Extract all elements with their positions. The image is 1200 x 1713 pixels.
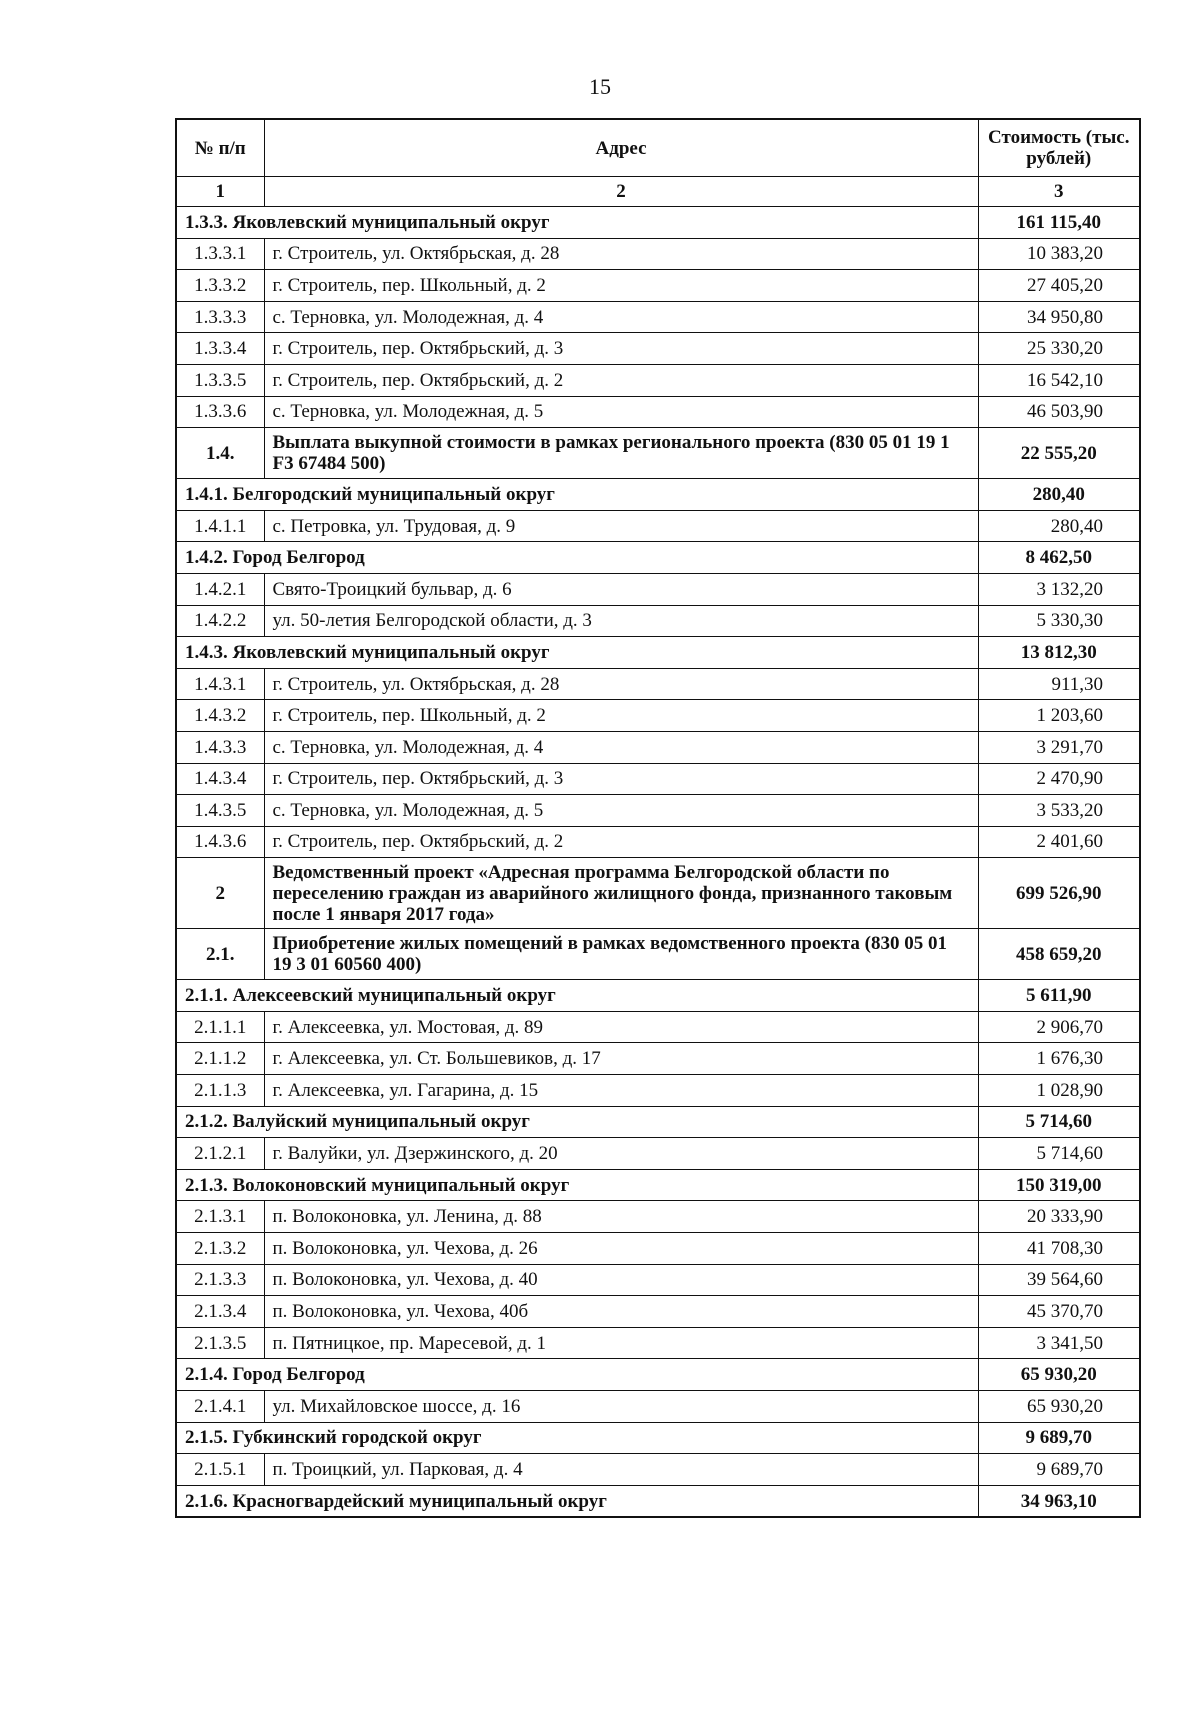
cell-cost: 5 714,60 (978, 1138, 1140, 1170)
cell-address: г. Алексеевка, ул. Мостовая, д. 89 (264, 1011, 978, 1043)
table-row (176, 1454, 1140, 1486)
cell-cost: 458 659,20 (978, 929, 1140, 980)
table-row (176, 573, 1140, 605)
group-row (176, 980, 1140, 1012)
cell-address: г. Строитель, ул. Октябрьская, д. 28 (264, 668, 978, 700)
group-cost: 8 462,50 (978, 542, 1140, 574)
group-row (176, 1169, 1140, 1201)
cell-address: Свято-Троицкий бульвар, д. 6 (264, 573, 978, 605)
cell-address: с. Терновка, ул. Молодежная, д. 4 (264, 731, 978, 763)
cell-cost: 1 203,60 (978, 700, 1140, 732)
table-row (176, 795, 1140, 827)
cell-address: г. Валуйки, ул. Дзержинского, д. 20 (264, 1138, 978, 1170)
cell-cost: 3 533,20 (978, 795, 1140, 827)
cell-num: 2.1.3.1 (176, 1201, 264, 1233)
group-row (176, 1359, 1140, 1391)
table-row (176, 301, 1140, 333)
cell-num: 2.1.1.2 (176, 1043, 264, 1075)
group-cost: 280,40 (978, 479, 1140, 511)
cell-cost: 27 405,20 (978, 270, 1140, 302)
cell-cost: 39 564,60 (978, 1264, 1140, 1296)
cell-num: 2.1.1.3 (176, 1075, 264, 1107)
cell-address: г. Строитель, пер. Октябрьский, д. 3 (264, 333, 978, 365)
header-num: № п/п (176, 119, 264, 177)
cell-cost: 911,30 (978, 668, 1140, 700)
cell-num: 1.4.3.5 (176, 795, 264, 827)
cell-cost: 2 470,90 (978, 763, 1140, 795)
cell-cost: 9 689,70 (978, 1454, 1140, 1486)
cell-cost: 3 291,70 (978, 731, 1140, 763)
cell-num: 2.1.5.1 (176, 1454, 264, 1486)
cell-cost: 2 401,60 (978, 826, 1140, 858)
column-index-3: 3 (978, 177, 1140, 207)
cell-address: п. Пятницкое, пр. Маресевой, д. 1 (264, 1327, 978, 1359)
cell-address: г. Строитель, пер. Школьный, д. 2 (264, 270, 978, 302)
table-row (176, 396, 1140, 428)
cell-num: 1.4.3.2 (176, 700, 264, 732)
section-row (176, 858, 1140, 929)
cell-cost: 22 555,20 (978, 428, 1140, 479)
group-label: 2.1.2. Валуйский муниципальный округ (176, 1106, 978, 1138)
cell-address: с. Петровка, ул. Трудовая, д. 9 (264, 510, 978, 542)
group-cost: 150 319,00 (978, 1169, 1140, 1201)
cell-address: Приобретение жилых помещений в рамках ведомственного проекта (830 05 01 19 3 01 60560 400) (264, 929, 978, 980)
cell-num: 1.3.3.4 (176, 333, 264, 365)
table-row (176, 1043, 1140, 1075)
cell-num: 1.4.2.2 (176, 605, 264, 637)
table-row (176, 1075, 1140, 1107)
cell-cost: 3 132,20 (978, 573, 1140, 605)
table-row (176, 700, 1140, 732)
cell-cost: 45 370,70 (978, 1296, 1140, 1328)
table-body (176, 207, 1140, 1518)
cell-num: 1.4.2.1 (176, 573, 264, 605)
cell-address: г. Алексеевка, ул. Гагарина, д. 15 (264, 1075, 978, 1107)
cell-num: 1.3.3.1 (176, 238, 264, 270)
cell-cost: 46 503,90 (978, 396, 1140, 428)
table-row (176, 763, 1140, 795)
cell-address: г. Строитель, ул. Октябрьская, д. 28 (264, 238, 978, 270)
cell-cost: 1 676,30 (978, 1043, 1140, 1075)
group-label: 2.1.4. Город Белгород (176, 1359, 978, 1391)
table-row (176, 1327, 1140, 1359)
cell-address: п. Волоконовка, ул. Чехова, д. 40 (264, 1264, 978, 1296)
cell-address: Выплата выкупной стоимости в рамках регионального проекта (830 05 01 19 1 F3 67484 500) (264, 428, 978, 479)
column-index-1: 1 (176, 177, 264, 207)
cell-num: 1.3.3.6 (176, 396, 264, 428)
group-row (176, 1106, 1140, 1138)
group-row (176, 542, 1140, 574)
cell-address: с. Терновка, ул. Молодежная, д. 5 (264, 396, 978, 428)
cell-cost: 280,40 (978, 510, 1140, 542)
cell-address: п. Волоконовка, ул. Ленина, д. 88 (264, 1201, 978, 1233)
cell-cost: 10 383,20 (978, 238, 1140, 270)
table-row (176, 1138, 1140, 1170)
group-label: 2.1.5. Губкинский городской округ (176, 1422, 978, 1454)
table-row (176, 364, 1140, 396)
cell-num: 1.4.1.1 (176, 510, 264, 542)
cell-cost: 3 341,50 (978, 1327, 1140, 1359)
group-row (176, 207, 1140, 239)
cell-num: 1.4. (176, 428, 264, 479)
cell-num: 1.4.3.3 (176, 731, 264, 763)
table-row (176, 510, 1140, 542)
cell-address: ул. Михайловское шоссе, д. 16 (264, 1391, 978, 1423)
section-row (176, 428, 1140, 479)
cell-num: 2.1.3.4 (176, 1296, 264, 1328)
group-row (176, 1485, 1140, 1517)
cell-address: с. Терновка, ул. Молодежная, д. 4 (264, 301, 978, 333)
cell-address: с. Терновка, ул. Молодежная, д. 5 (264, 795, 978, 827)
cell-num: 2.1.3.5 (176, 1327, 264, 1359)
cell-cost: 20 333,90 (978, 1201, 1140, 1233)
group-row (176, 637, 1140, 669)
table-row (176, 1391, 1140, 1423)
table-row (176, 668, 1140, 700)
cell-cost: 65 930,20 (978, 1391, 1140, 1423)
cell-num: 2 (176, 858, 264, 929)
group-cost: 161 115,40 (978, 207, 1140, 239)
table-row (176, 333, 1140, 365)
cell-address: г. Строитель, пер. Октябрьский, д. 2 (264, 364, 978, 396)
table-row (176, 1011, 1140, 1043)
table-row (176, 731, 1140, 763)
group-cost: 34 963,10 (978, 1485, 1140, 1517)
cell-cost: 41 708,30 (978, 1233, 1140, 1265)
cell-cost: 16 542,10 (978, 364, 1140, 396)
cell-num: 2.1.4.1 (176, 1391, 264, 1423)
cell-address: п. Троицкий, ул. Парковая, д. 4 (264, 1454, 978, 1486)
cell-address: Ведомственный проект «Адресная программа Белгородской области по переселению граждан из аварийного жилищного фонда, признанного таковым после 1 января 2017 года» (264, 858, 978, 929)
group-cost: 5 714,60 (978, 1106, 1140, 1138)
table-header-row (176, 119, 1140, 177)
table-row (176, 1201, 1140, 1233)
group-label: 2.1.6. Красногвардейский муниципальный округ (176, 1485, 978, 1517)
column-index-2: 2 (264, 177, 978, 207)
cell-cost: 1 028,90 (978, 1075, 1140, 1107)
table-row (176, 826, 1140, 858)
table-row (176, 1264, 1140, 1296)
cell-num: 2.1.3.3 (176, 1264, 264, 1296)
cell-address: г. Строитель, пер. Октябрьский, д. 3 (264, 763, 978, 795)
cell-num: 2.1. (176, 929, 264, 980)
group-cost: 5 611,90 (978, 980, 1140, 1012)
group-label: 1.3.3. Яковлевский муниципальный округ (176, 207, 978, 239)
column-index-row (176, 177, 1140, 207)
cell-address: г. Алексеевка, ул. Ст. Большевиков, д. 17 (264, 1043, 978, 1075)
group-cost: 13 812,30 (978, 637, 1140, 669)
table-row (176, 1233, 1140, 1265)
group-label: 1.4.2. Город Белгород (176, 542, 978, 574)
table-row (176, 1296, 1140, 1328)
cell-num: 1.3.3.2 (176, 270, 264, 302)
cell-num: 1.3.3.5 (176, 364, 264, 396)
cell-address: г. Строитель, пер. Октябрьский, д. 2 (264, 826, 978, 858)
cell-num: 1.4.3.1 (176, 668, 264, 700)
header-address: Адрес (264, 119, 978, 177)
group-label: 2.1.1. Алексеевский муниципальный округ (176, 980, 978, 1012)
table-row (176, 605, 1140, 637)
cell-num: 1.4.3.6 (176, 826, 264, 858)
cell-num: 2.1.2.1 (176, 1138, 264, 1170)
cell-num: 1.4.3.4 (176, 763, 264, 795)
group-label: 1.4.3. Яковлевский муниципальный округ (176, 637, 978, 669)
section-row (176, 929, 1140, 980)
page-number: 15 (589, 74, 611, 99)
cell-address: г. Строитель, пер. Школьный, д. 2 (264, 700, 978, 732)
group-cost: 9 689,70 (978, 1422, 1140, 1454)
cell-num: 2.1.1.1 (176, 1011, 264, 1043)
group-row (176, 479, 1140, 511)
cell-cost: 699 526,90 (978, 858, 1140, 929)
cell-cost: 5 330,30 (978, 605, 1140, 637)
group-label: 1.4.1. Белгородский муниципальный округ (176, 479, 978, 511)
cell-address: п. Волоконовка, ул. Чехова, 40б (264, 1296, 978, 1328)
cell-num: 1.3.3.3 (176, 301, 264, 333)
header-cost: Стоимость (тыс. рублей) (978, 119, 1140, 177)
table-row (176, 270, 1140, 302)
cell-cost: 34 950,80 (978, 301, 1140, 333)
cost-table (175, 118, 1141, 1518)
group-label: 2.1.3. Волоконовский муниципальный округ (176, 1169, 978, 1201)
group-row (176, 1422, 1140, 1454)
cell-cost: 2 906,70 (978, 1011, 1140, 1043)
cell-address: п. Волоконовка, ул. Чехова, д. 26 (264, 1233, 978, 1265)
group-cost: 65 930,20 (978, 1359, 1140, 1391)
cell-num: 2.1.3.2 (176, 1233, 264, 1265)
cell-cost: 25 330,20 (978, 333, 1140, 365)
table-row (176, 238, 1140, 270)
cell-address: ул. 50-летия Белгородской области, д. 3 (264, 605, 978, 637)
